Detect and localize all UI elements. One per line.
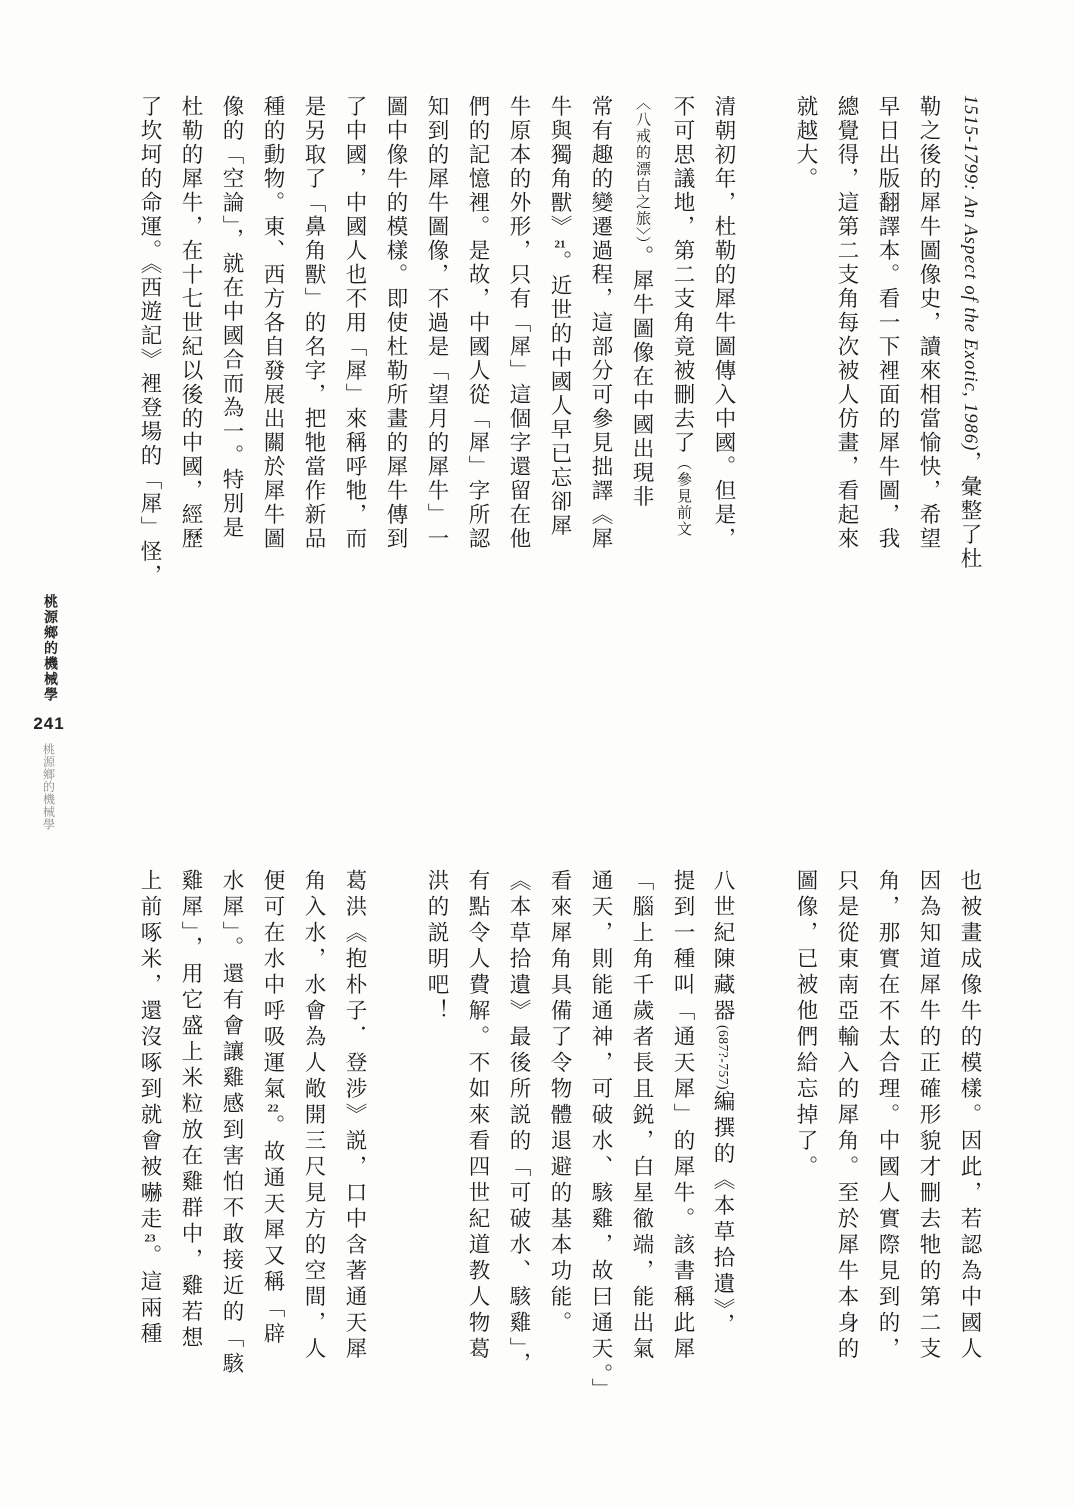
- text-segment: 1515-1799: An Aspect of the Exotic, 1986): [960, 95, 980, 452]
- text-segment: 因為知道犀牛的正確形貌才刪去牠的第二支: [917, 869, 941, 1363]
- text-column: [293, 95, 334, 601]
- text-segment: 通天，則能通神，可破水、駭雞，故曰通天。」: [589, 869, 613, 1405]
- text-segment: 便可在水中呼吸運氣: [261, 869, 285, 1103]
- text-column: [129, 95, 170, 601]
- text-column: [539, 869, 580, 1425]
- text-column: [293, 869, 334, 1425]
- text-column: [170, 95, 211, 601]
- text-segment: 角，那實在不太合理。中國人實際見到的，: [876, 869, 900, 1363]
- text-segment: （參見前文: [675, 455, 691, 538]
- text-column: [211, 869, 252, 1425]
- footnote-ref: 23: [144, 1233, 156, 1244]
- text-segment: 了坎坷的命運。《西遊記》裡登場的「犀」怪，: [138, 95, 162, 589]
- text-segment: 是另取了「鼻角獸」的名字，把牠當作新品: [302, 95, 326, 551]
- text-column: [211, 95, 252, 601]
- text-segment: 洪的説明吧！: [425, 869, 449, 1025]
- text-segment: 知到的犀牛圖像，不過是「望月的犀牛」一: [425, 95, 449, 551]
- text-segment: ，彙整了杜: [958, 451, 982, 572]
- paragraph-gap: [375, 869, 416, 1425]
- sidebar: [33, 594, 65, 830]
- text-column: [621, 869, 662, 1425]
- text-segment: 《本草拾遺》最後所説的「可破水、駭雞」，: [507, 869, 531, 1379]
- text-column: [580, 869, 621, 1425]
- text-column: [703, 95, 744, 601]
- text-segment: 總覺得，這第二支角每次被人仿畫，看起來: [835, 95, 859, 551]
- text-column: [498, 95, 539, 601]
- text-column: [662, 869, 703, 1425]
- text-column: [539, 95, 580, 601]
- text-segment: 「腦上角千歲者長且鋭，白星徹端，能出氣: [630, 869, 654, 1363]
- text-column: [826, 869, 867, 1425]
- text-column: [949, 95, 990, 601]
- text-segment: 們的記憶裡。是故，中國人從「犀」字所認: [466, 95, 490, 551]
- text-column: [334, 95, 375, 601]
- text-column: [457, 95, 498, 601]
- text-column: [252, 95, 293, 601]
- text-column: [908, 95, 949, 601]
- text-segment: 有點令人費解。不如來看四世紀道教人物葛: [466, 869, 490, 1363]
- text-segment: 。故通天犀又稱「辟: [261, 1114, 285, 1348]
- text-segment: 牛原本的外形，只有「犀」這個字還留在他: [507, 95, 531, 551]
- paragraph-gap: [744, 95, 785, 601]
- text-segment: 勒之後的犀牛圖像史，讀來相當愉快，希望: [917, 95, 941, 551]
- text-column: [375, 95, 416, 601]
- text-segment: 看來犀角具備了令物體退避的基本功能。: [548, 869, 572, 1337]
- text-segment: 葛洪《抱朴子．登涉》説，口中含著通天犀: [343, 869, 367, 1363]
- bottom-text-block: [129, 869, 990, 1425]
- text-segment: 編撰的《本草拾遺》，: [711, 1089, 735, 1340]
- text-column: [908, 869, 949, 1425]
- sidebar-chapter-title: 桃源鄉的機械學: [41, 742, 56, 830]
- footnote-ref: 21: [554, 239, 566, 250]
- text-segment: 〈八戒的漂白之旅〉）: [634, 95, 650, 245]
- text-column: [416, 95, 457, 601]
- top-text-block: [129, 95, 990, 601]
- text-column: [580, 95, 621, 601]
- text-column: [703, 869, 744, 1425]
- text-segment: 只是從東南亞輸入的犀角。至於犀牛本身的: [835, 869, 859, 1363]
- text-column: [949, 869, 990, 1425]
- text-segment: 像的「空論」，就在中國合而為一。特別是: [220, 95, 244, 541]
- text-segment: 角入水，水會為人敞開三尺見方的空間，人: [302, 869, 326, 1363]
- text-segment: 清朝初年，杜勒的犀牛圖傳入中國。但是，: [712, 95, 736, 551]
- text-column: [252, 869, 293, 1425]
- text-column: [785, 95, 826, 601]
- text-segment: 圖像，已被他們給忘掉了。: [794, 869, 818, 1181]
- text-segment: 也被畫成像牛的模樣。因此，若認為中國人: [958, 869, 982, 1363]
- text-segment: 圖中像牛的模樣。即使杜勒所畫的犀牛傳到: [384, 95, 408, 551]
- text-column: [170, 869, 211, 1425]
- text-segment: 牛與獨角獸》: [548, 95, 572, 239]
- text-segment: 。近世的中國人早已忘卻犀: [548, 250, 572, 538]
- text-segment: 早日出版翻譯本。看一下裡面的犀牛圖，我: [876, 95, 900, 551]
- text-column: [334, 869, 375, 1425]
- text-column: [416, 869, 457, 1425]
- text-column: [785, 869, 826, 1425]
- page-number: 241: [33, 713, 65, 733]
- footnote-ref: 22: [267, 1103, 279, 1114]
- text-segment: 了中國，中國人也不用「犀」來稱呼牠，而: [343, 95, 367, 551]
- text-segment: 常有趣的變遷過程，這部分可參見拙譯《犀: [589, 95, 613, 551]
- text-segment: 。這兩種: [138, 1244, 162, 1348]
- text-segment: 杜勒的犀牛，在十七世紀以後的中國，經歷: [179, 95, 203, 551]
- text-segment: 種的動物。東、西方各自發展出關於犀牛圖: [261, 95, 285, 551]
- text-column: [129, 869, 170, 1425]
- text-column: [621, 95, 662, 601]
- text-segment: 上前啄米，還沒啄到就會被嚇走: [138, 869, 162, 1233]
- text-segment: 八世紀陳藏器: [711, 869, 735, 1025]
- text-segment: 雞犀」，用它盛上米粒放在雞群中，雞若想: [179, 869, 203, 1353]
- sidebar-book-title: 桃源鄉的機械學: [42, 594, 57, 703]
- text-column: [867, 95, 908, 601]
- text-column: [867, 869, 908, 1425]
- text-segment: 提到一種叫「通天犀」的犀牛。該書稱此犀: [671, 869, 695, 1363]
- text-segment: 不可思議地，第二支角竟被刪去了: [671, 95, 695, 455]
- text-segment: (687?-757): [716, 1025, 731, 1090]
- paragraph-gap: [744, 869, 785, 1425]
- text-column: [662, 95, 703, 601]
- text-segment: 水犀」。還有會讓雞感到害怕不敢接近的「駭: [220, 869, 244, 1379]
- text-column: [457, 869, 498, 1425]
- text-column: [826, 95, 867, 601]
- text-column: [498, 869, 539, 1425]
- text-segment: 。犀牛圖像在中國出現非: [630, 245, 654, 509]
- text-segment: 就越大。: [794, 95, 818, 191]
